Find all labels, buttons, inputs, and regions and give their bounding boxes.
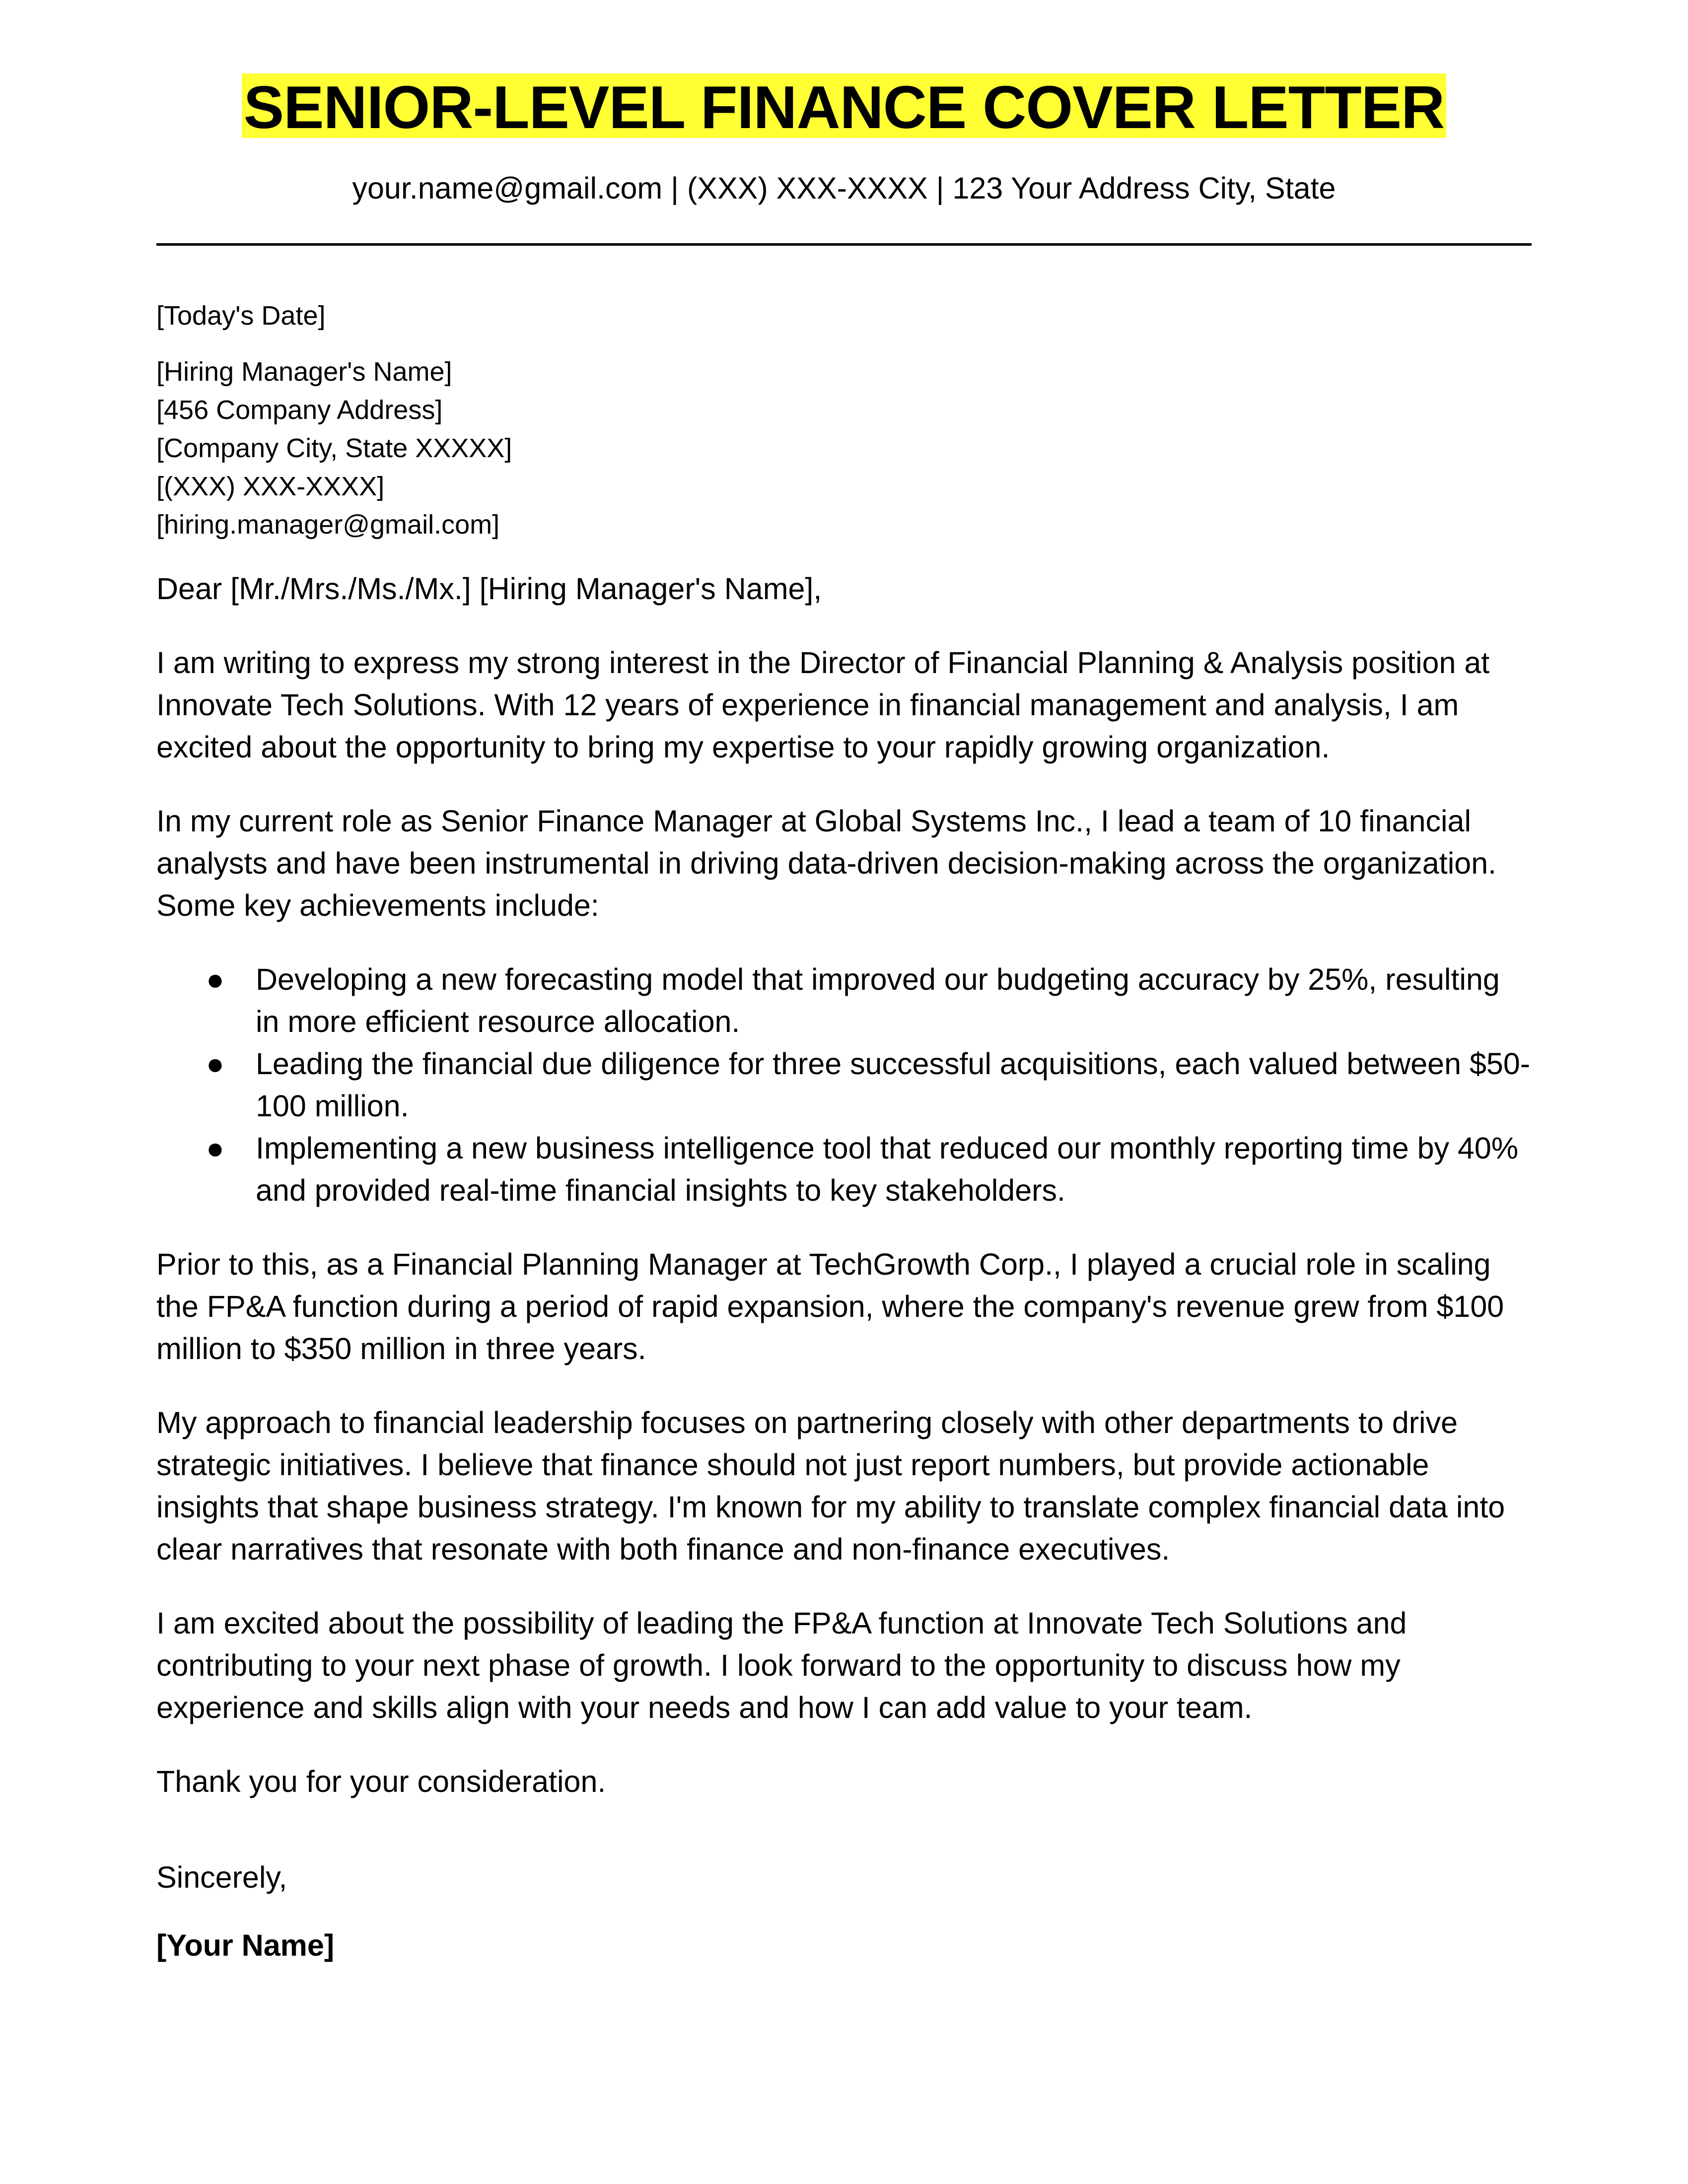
letter-date: [Today's Date] [156, 301, 326, 331]
paragraph-thanks: Thank you for your consideration. [156, 1765, 606, 1798]
list-item [156, 1043, 1532, 1127]
closing: Sincerely, [156, 1860, 287, 1894]
contact-line: your.name@gmail.com | (XXX) XXX-XXXX | 123 Your Address City, State [352, 171, 1336, 205]
recipient-city: [Company City, State XXXXX] [156, 433, 512, 463]
achievements-list [156, 958, 1532, 1212]
page-title: SENIOR-LEVEL FINANCE COVER LETTER [242, 73, 1447, 138]
recipient-phone: [(XXX) XXX-XXXX] [156, 472, 385, 501]
recipient-block [156, 353, 1532, 544]
paragraph-intro: I am writing to express my strong interest in the Director of Financial Planning & Analysis position at Innovate Tech Solutions. With 12 years of experience in financial management and analysis, I am excited about the opportunity to bring my expertise to your rapidly growing organization. [156, 646, 1490, 764]
letter-body [156, 568, 1532, 1967]
bullet-icon: ● [206, 1131, 224, 1165]
achievement-text: Implementing a new business intelligence tool that reduced our monthly reporting time by 40% and provided real-time financial insights to key stakeholders. [256, 1131, 1519, 1207]
bullet-icon: ● [206, 1047, 224, 1081]
bullet-icon: ● [206, 962, 224, 996]
paragraph-excitement: I am excited about the possibility of leading the FP&A function at Innovate Tech Solutions and contributing to your next phase of growth. I look forward to the opportunity to discuss how my experience and skills align with your needs and how I can add value to your team. [156, 1606, 1407, 1724]
achievement-text: Developing a new forecasting model that improved our budgeting accuracy by 25%, resulting in more efficient resource allocation. [256, 962, 1500, 1038]
list-item [156, 1127, 1532, 1212]
signature-name: [Your Name] [156, 1928, 335, 1962]
list-item [156, 958, 1532, 1043]
header-divider [156, 243, 1532, 246]
recipient-name: [Hiring Manager's Name] [156, 357, 452, 387]
salutation: Dear [Mr./Mrs./Ms./Mx.] [Hiring Manager's Name], [156, 572, 822, 606]
paragraph-approach: My approach to financial leadership focuses on partnering closely with other departments to drive strategic initiatives. I believe that finance should not just report numbers, but provide actionable insights that shape business strategy. I'm known for my ability to translate complex financial data into clear narratives that resonate with both finance and non-finance executives. [156, 1406, 1505, 1566]
title-row [156, 73, 1532, 141]
paragraph-current-role: In my current role as Senior Finance Manager at Global Systems Inc., I lead a team of 10 financial analysts and have been instrumental in driving data-driven decision-making across the organization. Some key achievements include: [156, 804, 1497, 922]
recipient-address: [456 Company Address] [156, 395, 443, 425]
achievement-text: Leading the financial due diligence for three successful acquisitions, each valued between $50-100 million. [256, 1047, 1531, 1123]
recipient-email: [hiring.manager@gmail.com] [156, 510, 500, 540]
paragraph-prior-role: Prior to this, as a Financial Planning Manager at TechGrowth Corp., I played a crucial role in scaling the FP&A function during a period of rapid expansion, where the company's revenue grew from $100 million to $350 million in three years. [156, 1247, 1504, 1365]
